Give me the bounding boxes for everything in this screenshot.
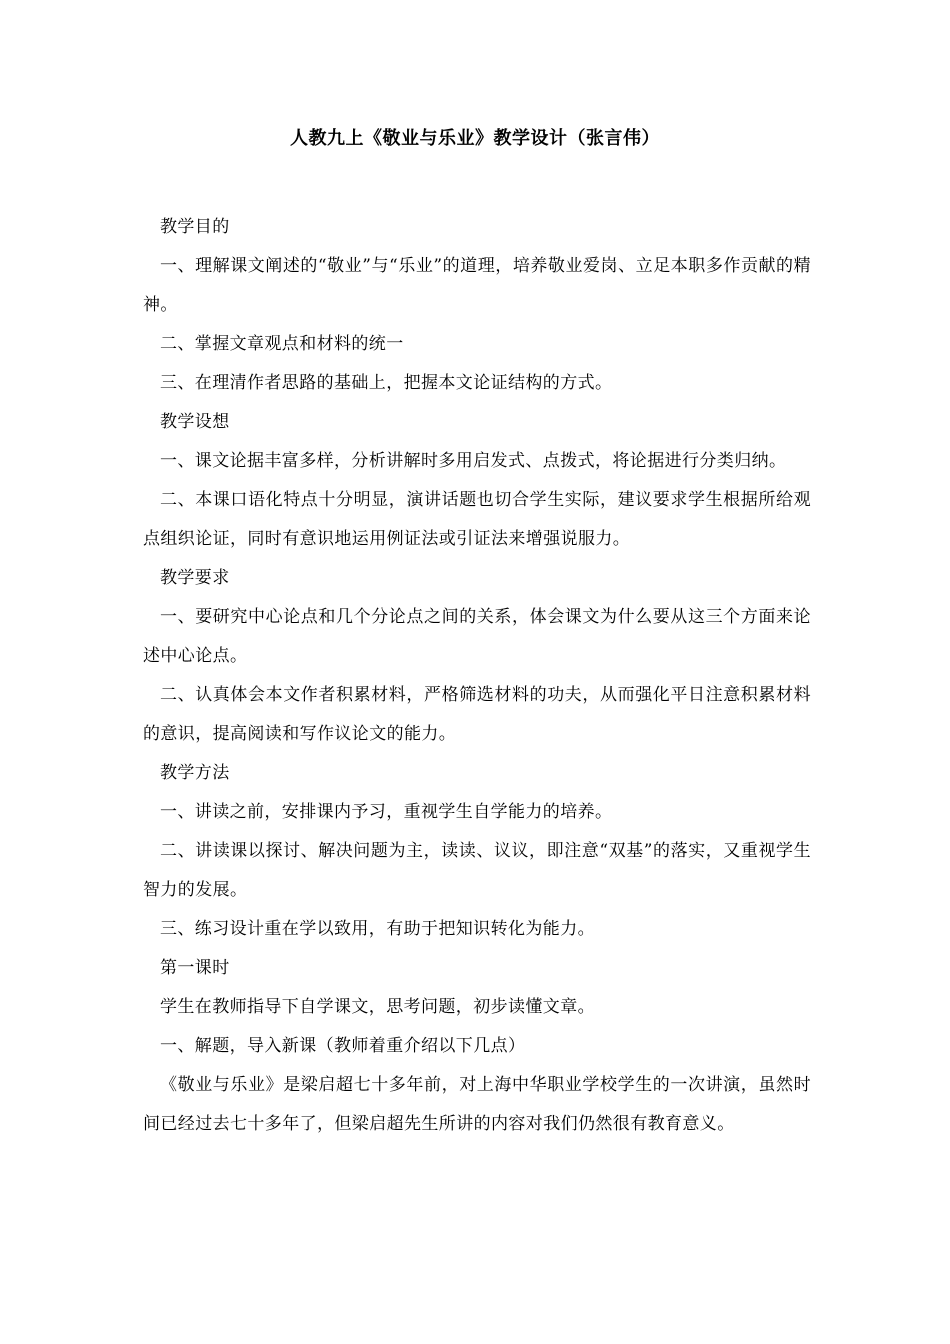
heading-teaching-goals: 教学目的 (160, 217, 230, 237)
paragraph: 一、解题，导入新课（教师着重介绍以下几点） (160, 1036, 526, 1056)
heading-teaching-methods: 教学方法 (160, 763, 230, 783)
heading-teaching-requirements: 教学要求 (160, 568, 230, 588)
paragraph: 一、讲读之前，安排课内予习，重视学生自学能力的培养。 (160, 802, 613, 822)
paragraph: 《敬业与乐业》是梁启超七十多年前，对上海中华职业学校学生的一次讲演，虽然时间已经过去七十多年了，但梁启超先生所讲的内容对我们仍然很有教育意义。 (143, 1075, 811, 1134)
paragraph: 一、要研究中心论点和几个分论点之间的关系，体会课文为什么要从这三个方面来论述中心论点。 (143, 607, 811, 666)
heading-first-lesson: 第一课时 (160, 958, 230, 978)
heading-teaching-ideas: 教学设想 (160, 412, 230, 432)
paragraph: 三、在理清作者思路的基础上，把握本文论证结构的方式。 (160, 373, 613, 393)
paragraph: 学生在教师指导下自学课文，思考问题，初步读懂文章。 (160, 997, 595, 1017)
paragraph: 二、讲读课以探讨、解决问题为主，读读、议议，即注意“双基”的落实，又重视学生智力的发展。 (143, 841, 811, 900)
paragraph: 二、认真体会本文作者积累材料，严格筛选材料的功夫，从而强化平日注意积累材料的意识，提高阅读和写作议论文的能力。 (143, 685, 811, 744)
paragraph: 二、本课口语化特点十分明显，演讲话题也切合学生实际，建议要求学生根据所给观点组织论证，同时有意识地运用例证法或引证法来增强说服力。 (143, 490, 811, 549)
paragraph: 一、课文论据丰富多样，分析讲解时多用启发式、点拨式，将论据进行分类归纳。 (160, 451, 787, 471)
document-title: 人教九上《敬业与乐业》教学设计（张言伟） (290, 128, 660, 149)
paragraph: 二、掌握文章观点和材料的统一 (160, 334, 404, 354)
paragraph: 一、理解课文阐述的“敬业”与“乐业”的道理，培养敬业爱岗、立足本职多作贡献的精神。 (143, 256, 811, 315)
paragraph: 三、练习设计重在学以致用，有助于把知识转化为能力。 (160, 919, 595, 939)
document-body (143, 208, 811, 1144)
